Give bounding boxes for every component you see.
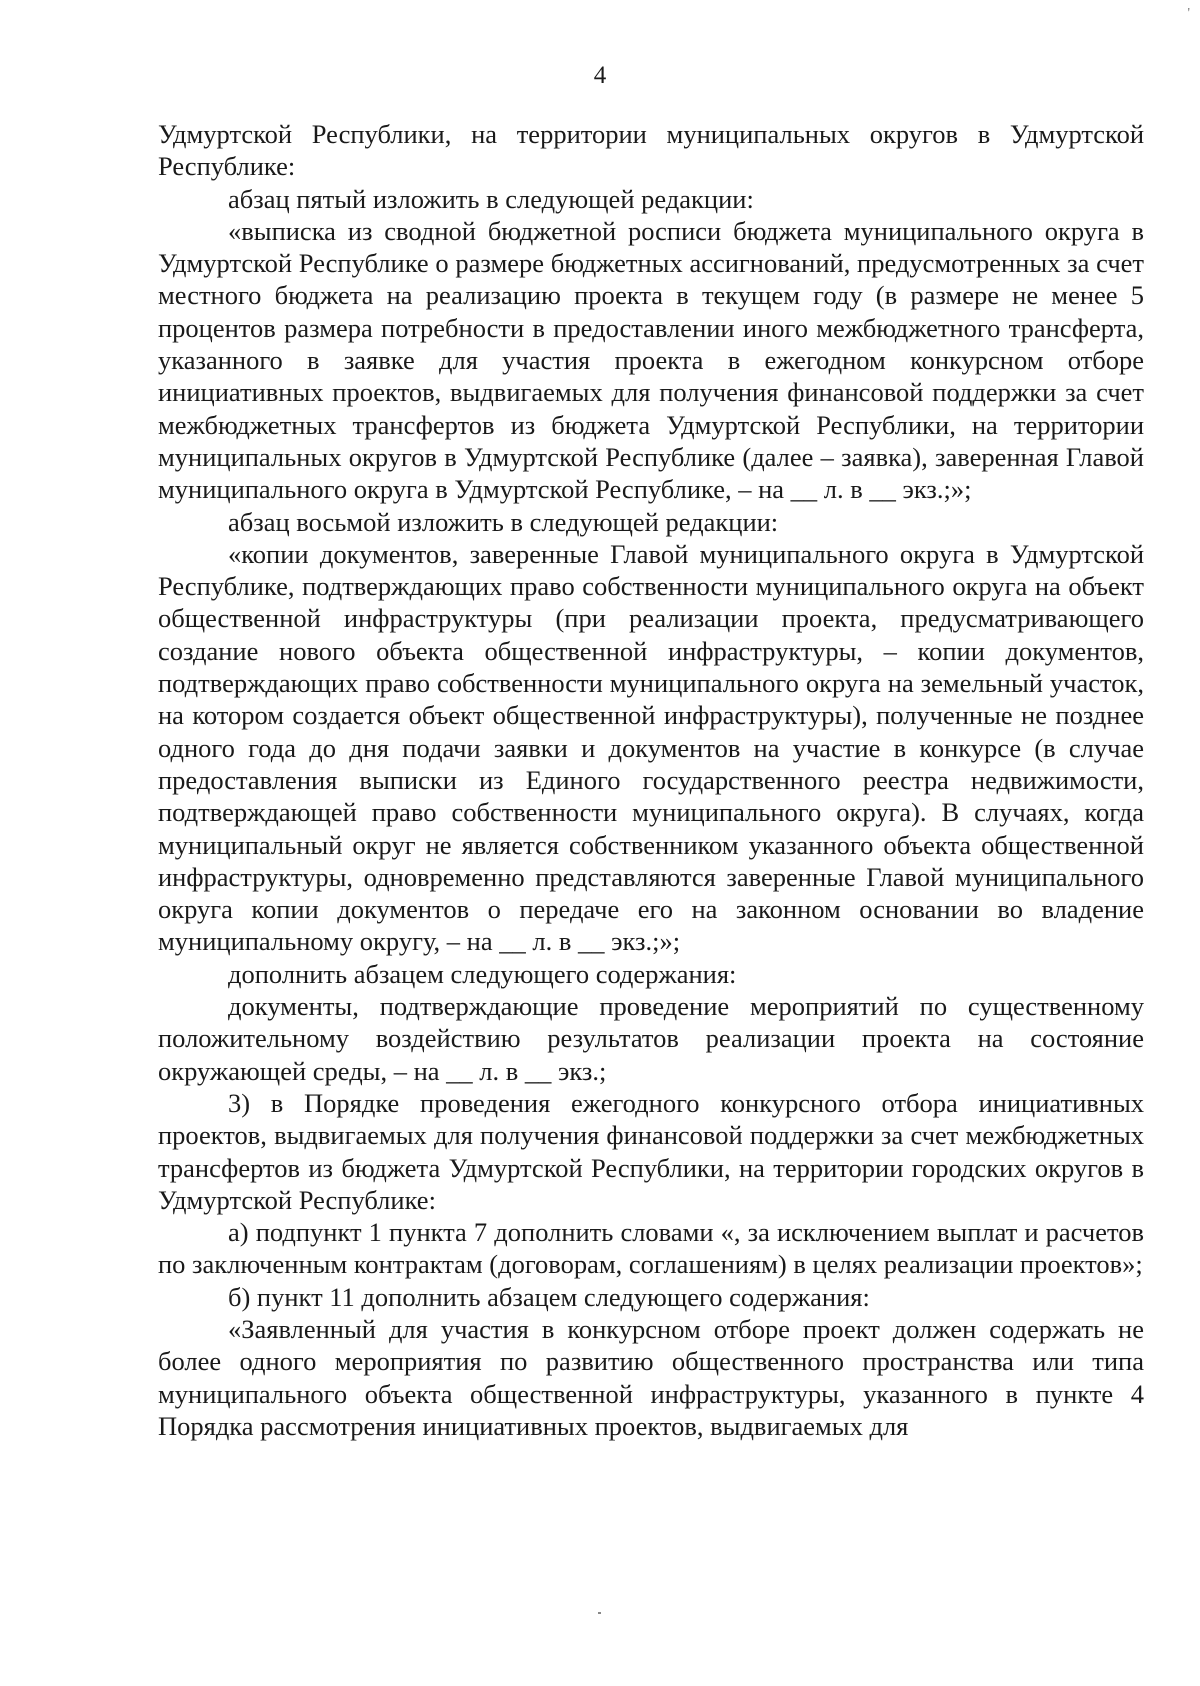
- paragraph-item-3b: б) пункт 11 дополнить абзацем следующего содержания:: [228, 1281, 870, 1312]
- paragraph-extract-budget: «выписка из сводной бюджетной росписи бюджета муниципального округа в Удмуртской Республике о размере бюджетных ассигнований, предусмотренных за счет местного бюджета на реализацию проекта в текущем году (в размере не менее 5 процентов размера потребности в предоставлении иного межбюджетного трансферта, указанного в заявке для участия проекта в ежегодном конкурсном отборе инициативных проектов, выдвигаемых для получения финансовой поддержки за счет межбюджетных трансфертов из бюджета Удмуртской Республики, на территории муниципальных округов в Удмуртской Республике (далее – заявка), заверенная Главой муниципального округа в Удмуртской Республике, – на __ л. в __ экз.;»;: [158, 215, 1144, 505]
- paragraph-add-abzac: дополнить абзацем следующего содержания:: [228, 958, 737, 989]
- scan-speck: [598, 1612, 601, 1614]
- document-body: [158, 118, 1144, 1442]
- corner-mark: ': [1187, 6, 1190, 21]
- paragraph-item-3: 3) в Порядке проведения ежегодного конкурсного отбора инициативных проектов, выдвигаемых для получения финансовой поддержки за счет межбюджетных трансфертов из бюджета Удмуртской Республики, на территории городских округов в Удмуртской Республике:: [158, 1087, 1144, 1215]
- paragraph-project-requirement: «Заявленный для участия в конкурсном отборе проект должен содержать не более одного мероприятия по развитию общественного пространства или типа муниципального объекта общественной инфраструктуры, указанного в пункте 4 Порядка рассмотрения инициативных проектов, выдвигаемых для: [158, 1313, 1144, 1441]
- page-number: 4: [593, 62, 607, 89]
- paragraph-item-3a: а) подпункт 1 пункта 7 дополнить словами «, за исключением выплат и расчетов по заключенным контрактам (договорам, соглашениям) в целях реализации проектов»;: [158, 1217, 1144, 1280]
- paragraph-amend-eighth-abzac: абзац восьмой изложить в следующей редакции:: [228, 506, 779, 537]
- paragraph-environment-documents: документы, подтверждающие проведение мероприятий по существенному положительному воздействию результатов реализации проекта на состояние окружающей среды, – на __ л. в __ экз.;: [158, 991, 1144, 1086]
- paragraph-amend-fifth-abzac: абзац пятый изложить в следующей редакции:: [228, 183, 754, 214]
- paragraph-document-copies: «копии документов, заверенные Главой муниципального округа в Удмуртской Республике, подтверждающих право собственности муниципального округа на объект общественной инфраструктуры (при реализации проекта, предусматривающего создание нового объекта общественной инфраструктуры, – копии документов, подтверждающих право собственности муниципального округа на земельный участок, на котором создается объект общественной инфраструктуры), полученные не позднее одного года до дня подачи заявки и документов на участие в конкурсе (в случае предоставления выписки из Единого государственного реестра недвижимости, подтверждающей право собственности муниципального округа). В случаях, когда муниципальный округ не является собственником указанного объекта общественной инфраструктуры, одновременно представляются заверенные Главой муниципального округа копии документов о передаче его на законном основании во владение муниципальному округу, – на __ л. в __ экз.;»;: [158, 538, 1144, 957]
- paragraph-continuation: Удмуртской Республики, на территории муниципальных округов в Удмуртской Республике:: [158, 119, 1144, 182]
